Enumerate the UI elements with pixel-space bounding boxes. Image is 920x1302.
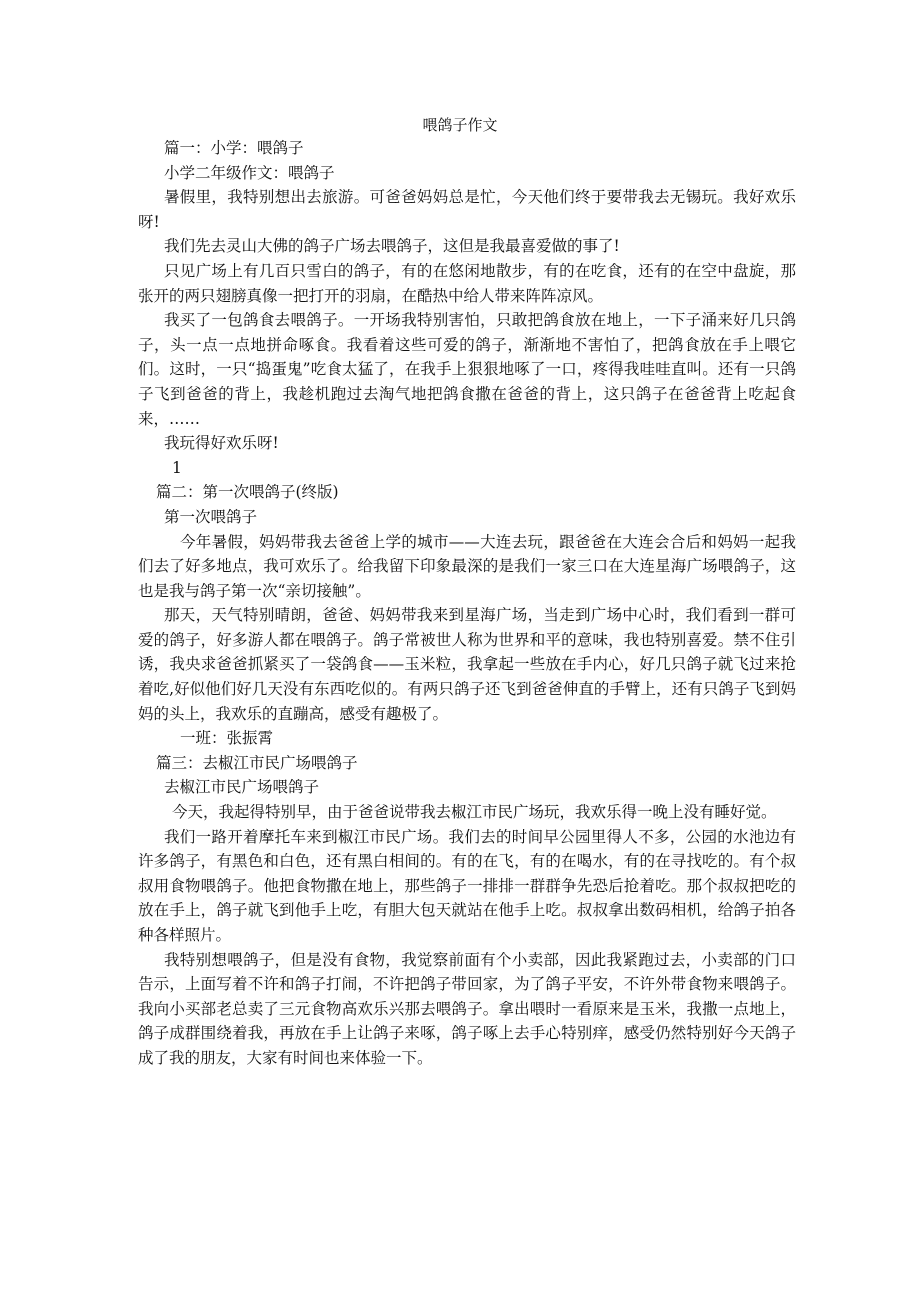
paragraph: 篇二：第一次喂鸽子(终版) bbox=[156, 483, 339, 502]
paragraph: 篇一：小学：喂鸽子 bbox=[164, 139, 304, 157]
paragraph: 篇三：去椒江市民广场喂鸽子 bbox=[156, 753, 358, 772]
paragraph: 暑假里，我特别想出去旅游。可爸爸妈妈总是忙，今天他们终于要带我去无锡玩。我好欢乐呀! bbox=[138, 188, 796, 231]
paragraph: 1 bbox=[172, 458, 182, 477]
paragraph: 我玩得好欢乐呀! bbox=[164, 434, 279, 453]
document-body bbox=[138, 136, 796, 1071]
paragraph: 小学二年级作文：喂鸽子 bbox=[164, 163, 335, 182]
paragraph: 今天，我起得特别早，由于爸爸说带我去椒江市民广场玩，我欢乐得一晚上没有睡好觉。 bbox=[172, 803, 777, 822]
paragraph: 今年暑假，妈妈带我去爸爸上学的城市——大连去玩，跟爸爸在大连会合后和妈妈一起我们去了好多地点，我可欢乐了。给我留下印象最深的是我们一家三口在大连星海广场喂鸽子，这也是我与鸽子第一次“亲切接触”。 bbox=[138, 532, 796, 600]
paragraph: 那天，天气特别晴朗，爸爸、妈妈带我来到星海广场，当走到广场中心时，我们看到一群可爱的鸽子，好多游人都在喂鸽子。鸽子常被世人称为世界和平的意味，我也特别喜爱。禁不住引诱，我央求爸爸抓紧买了一袋鸽食——玉米粒，我拿起一些放在手内心，好几只鸽子就飞过来抢着吃,好似他们好几天没有东西吃似的。有两只鸽子还飞到爸爸伸直的手臂上，还有只鸽子飞到妈妈的头上，我欢乐的直蹦高，感受有趣极了。 bbox=[138, 606, 796, 723]
paragraph: 我们一路开着摩托车来到椒江市民广场。我们去的时间早公园里得人不多，公园的水池边有许多鸽子，有黑色和白色，还有黑白相间的。有的在飞，有的在喝水，有的在寻找吃的。有个叔叔用食物喂鸽子。他把食物撒在地上，那些鸽子一排排一群群争先恐后抢着吃。那个叔叔把吃的放在手上，鸽子就飞到他手上吃，有胆大包天就站在他手上吃。叔叔拿出数码相机，给鸽子拍各种各样照片。 bbox=[138, 827, 796, 944]
paragraph: 一班：张振霄 bbox=[180, 729, 274, 748]
paragraph: 我买了一包鸽食去喂鸽子。一开场我特别害怕，只敢把鸽食放在地上，一下子涌来好几只鸽子，头一点一点地拼命啄食。我看着这些可爱的鸽子，渐渐地不害怕了，把鸽食放在手上喂它们。这时，一只“捣蛋鬼”吃食太猛了，在我手上狠狠地啄了一口，疼得我哇哇直叫。还有一只鸽子飞到爸爸的背上，我趁机跑过去淘气地把鸽食撒在爸爸的背上，这只鸽子在爸爸背上吃起食来，…… bbox=[138, 311, 796, 428]
paragraph: 我特别想喂鸽子，但是没有食物，我觉察前面有个小卖部，因此我紧跑过去，小卖部的门口告示，上面写着不许和鸽子打闹，不许把鸽子带回家，为了鸽子平安，不许外带食物来喂鸽子。我向小买部老总卖了三元食物高欢乐兴那去喂鸽子。拿出喂时一看原来是玉米，我撒一点地上，鸽子成群围绕着我，再放在手上让鸽子来啄，鸽子啄上去手心特别痒，感受仍然特别好今天鸽子成了我的朋友，大家有时间也来体验一下。 bbox=[138, 950, 796, 1067]
document-title: 喂鸽子作文 bbox=[422, 116, 498, 134]
paragraph: 第一次喂鸽子 bbox=[164, 507, 258, 526]
paragraph: 我们先去灵山大佛的鸽子广场去喂鸽子，这但是我最喜爱做的事了! bbox=[164, 237, 620, 256]
paragraph: 只见广场上有几百只雪白的鸽子，有的在悠闲地散步，有的在吃食，还有的在空中盘旋，那张开的两只翅膀真像一把打开的羽扇，在酷热中给人带来阵阵凉风。 bbox=[138, 261, 796, 305]
paragraph: 去椒江市民广场喂鸽子 bbox=[164, 778, 320, 797]
